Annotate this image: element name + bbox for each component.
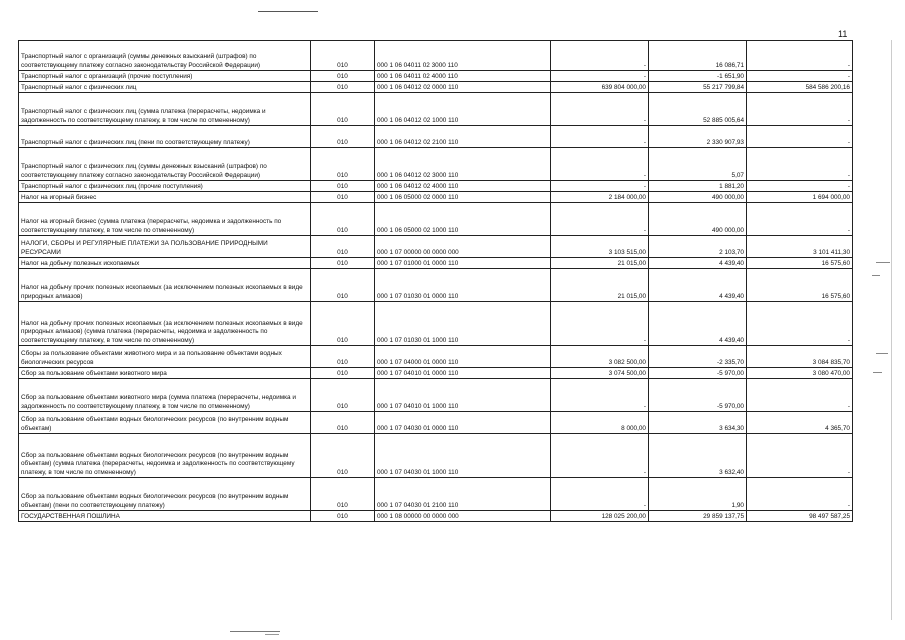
table-row (19, 148, 853, 181)
row-approved-cell: 8 000,00 (551, 412, 649, 434)
row-executed-cell: 2 330 907,93 (649, 126, 747, 148)
row-kbk-cell: 000 1 06 04012 02 2100 110 (375, 126, 551, 148)
row-unexecuted-cell: 3 080 470,00 (747, 368, 853, 379)
row-line-code-cell: 010 (311, 379, 375, 412)
row-name-cell: ГОСУДАРСТВЕННАЯ ПОШЛИНА (19, 511, 311, 522)
row-line-code-cell: 010 (311, 181, 375, 192)
scan-mark (876, 353, 888, 354)
row-name-cell: Транспортный налог с физических лиц (19, 82, 311, 93)
row-executed-cell: 55 217 799,84 (649, 82, 747, 93)
row-kbk-cell: 000 1 07 00000 00 0000 000 (375, 236, 551, 258)
row-kbk-cell: 000 1 06 04011 02 3000 110 (375, 41, 551, 71)
row-executed-cell: 5,07 (649, 148, 747, 181)
row-line-code-cell: 010 (311, 126, 375, 148)
row-unexecuted-cell: 16 575,60 (747, 258, 853, 269)
row-approved-cell: - (551, 93, 649, 126)
row-line-code-cell: 010 (311, 203, 375, 236)
row-approved-cell: - (551, 434, 649, 478)
row-kbk-cell: 000 1 06 04012 02 1000 110 (375, 93, 551, 126)
row-name-cell: Налог на добычу полезных ископаемых (19, 258, 311, 269)
row-line-code-cell: 010 (311, 71, 375, 82)
row-executed-cell: 16 086,71 (649, 41, 747, 71)
row-name-cell: Сбор за пользование объектами животного мира (сумма платежа (перерасчеты, недоимка и задолженность по соответствующему платежу, в том числе по отмененному) (19, 379, 311, 412)
row-approved-cell: 639 804 000,00 (551, 82, 649, 93)
row-line-code-cell: 010 (311, 148, 375, 181)
table-row (19, 203, 853, 236)
row-line-code-cell: 010 (311, 236, 375, 258)
table-row (19, 181, 853, 192)
row-kbk-cell: 000 1 06 04012 02 4000 110 (375, 181, 551, 192)
row-kbk-cell: 000 1 07 01030 01 0000 110 (375, 269, 551, 302)
row-name-cell: Сбор за пользование объектами водных биологических ресурсов (по внутренним водным объектам) (19, 412, 311, 434)
row-kbk-cell: 000 1 07 04030 01 2100 110 (375, 478, 551, 511)
table-row (19, 412, 853, 434)
row-approved-cell: - (551, 478, 649, 511)
row-approved-cell: - (551, 203, 649, 236)
row-kbk-cell: 000 1 06 04011 02 4000 110 (375, 71, 551, 82)
row-approved-cell: - (551, 126, 649, 148)
row-kbk-cell: 000 1 07 04000 01 0000 110 (375, 346, 551, 368)
table-row (19, 236, 853, 258)
table-row (19, 302, 853, 346)
row-executed-cell: 2 103,70 (649, 236, 747, 258)
scan-mark-top (258, 11, 318, 12)
table-row (19, 126, 853, 148)
row-unexecuted-cell: - (747, 148, 853, 181)
row-unexecuted-cell: 3 084 835,70 (747, 346, 853, 368)
page-number: 11 (838, 29, 848, 39)
row-name-cell: Сборы за пользование объектами животного мира и за пользование объектами водных биологических ресурсов (19, 346, 311, 368)
table-row (19, 511, 853, 522)
row-line-code-cell: 010 (311, 302, 375, 346)
row-kbk-cell: 000 1 07 04030 01 1000 110 (375, 434, 551, 478)
row-kbk-cell: 000 1 07 01000 01 0000 110 (375, 258, 551, 269)
row-line-code-cell: 010 (311, 258, 375, 269)
row-name-cell: Налог на игорный бизнес (сумма платежа (перерасчеты, недоимка и задолженность по соответствующему платежу, в том числе по отмененному) (19, 203, 311, 236)
row-unexecuted-cell: - (747, 203, 853, 236)
row-line-code-cell: 010 (311, 346, 375, 368)
row-kbk-cell: 000 1 06 05000 02 0000 110 (375, 192, 551, 203)
row-name-cell: НАЛОГИ, СБОРЫ И РЕГУЛЯРНЫЕ ПЛАТЕЖИ ЗА ПОЛЬЗОВАНИЕ ПРИРОДНЫМИ РЕСУРСАМИ (19, 236, 311, 258)
row-unexecuted-cell: - (747, 126, 853, 148)
row-approved-cell: 21 015,00 (551, 258, 649, 269)
row-executed-cell: 52 885 005,64 (649, 93, 747, 126)
row-name-cell: Транспортный налог с организаций (прочие поступления) (19, 71, 311, 82)
row-approved-cell: 3 082 500,00 (551, 346, 649, 368)
row-unexecuted-cell: 3 101 411,30 (747, 236, 853, 258)
row-unexecuted-cell: - (747, 302, 853, 346)
row-name-cell: Налог на добычу прочих полезных ископаемых (за исключением полезных ископаемых в виде природных алмазов) (19, 269, 311, 302)
row-name-cell: Сбор за пользование объектами водных биологических ресурсов (по внутренним водным объектам) (сумма платежа (перерасчеты, недоимка и задолженность по соответствующему платежу, в том числе по отмененному) (19, 434, 311, 478)
row-executed-cell: 490 000,00 (649, 192, 747, 203)
row-executed-cell: 29 859 137,75 (649, 511, 747, 522)
row-unexecuted-cell: - (747, 71, 853, 82)
table-row (19, 258, 853, 269)
row-approved-cell: - (551, 71, 649, 82)
scan-mark-bottom (265, 634, 279, 635)
scan-edge-line (891, 40, 892, 620)
budget-revenue-table (18, 40, 853, 522)
table-row (19, 346, 853, 368)
table-row (19, 192, 853, 203)
row-approved-cell: 21 015,00 (551, 269, 649, 302)
table-row (19, 478, 853, 511)
row-executed-cell: 3 634,30 (649, 412, 747, 434)
row-line-code-cell: 010 (311, 41, 375, 71)
row-approved-cell: - (551, 181, 649, 192)
row-unexecuted-cell: 16 575,60 (747, 269, 853, 302)
row-unexecuted-cell: - (747, 434, 853, 478)
scan-mark (873, 372, 882, 373)
table-row (19, 93, 853, 126)
table-row (19, 379, 853, 412)
table-body (19, 41, 853, 522)
row-kbk-cell: 000 1 06 04012 02 3000 110 (375, 148, 551, 181)
row-name-cell: Транспортный налог с физических лиц (пени по соответствующему платежу) (19, 126, 311, 148)
row-executed-cell: 1,90 (649, 478, 747, 511)
row-unexecuted-cell: - (747, 93, 853, 126)
row-name-cell: Налог на добычу прочих полезных ископаемых (за исключением полезных ископаемых в виде природных алмазов) (сумма платежа (перерасчеты, недоимка и задолженность по соответствующему платежу, в том числе по отмененному) (19, 302, 311, 346)
row-kbk-cell: 000 1 06 05000 02 1000 110 (375, 203, 551, 236)
table-row (19, 269, 853, 302)
row-line-code-cell: 010 (311, 93, 375, 126)
row-approved-cell: - (551, 379, 649, 412)
row-executed-cell: -5 970,00 (649, 379, 747, 412)
row-approved-cell: - (551, 148, 649, 181)
row-kbk-cell: 000 1 07 04010 01 0000 110 (375, 368, 551, 379)
row-name-cell: Сбор за пользование объектами животного мира (19, 368, 311, 379)
row-unexecuted-cell: 584 586 200,16 (747, 82, 853, 93)
row-executed-cell: -2 335,70 (649, 346, 747, 368)
row-line-code-cell: 010 (311, 192, 375, 203)
row-kbk-cell: 000 1 06 04012 02 0000 110 (375, 82, 551, 93)
row-unexecuted-cell: 1 694 000,00 (747, 192, 853, 203)
row-executed-cell: -1 651,90 (649, 71, 747, 82)
row-approved-cell: 128 025 200,00 (551, 511, 649, 522)
scan-mark (876, 262, 890, 263)
table-row (19, 71, 853, 82)
table-row (19, 41, 853, 71)
row-kbk-cell: 000 1 07 01030 01 1000 110 (375, 302, 551, 346)
row-kbk-cell: 000 1 07 04010 01 1000 110 (375, 379, 551, 412)
row-line-code-cell: 010 (311, 269, 375, 302)
row-line-code-cell: 010 (311, 434, 375, 478)
row-approved-cell: 3 074 500,00 (551, 368, 649, 379)
table-row (19, 434, 853, 478)
scan-mark (872, 275, 880, 276)
row-unexecuted-cell: - (747, 379, 853, 412)
row-line-code-cell: 010 (311, 511, 375, 522)
row-kbk-cell: 000 1 08 00000 00 0000 000 (375, 511, 551, 522)
table-row (19, 368, 853, 379)
row-name-cell: Налог на игорный бизнес (19, 192, 311, 203)
scan-mark-bottom (230, 631, 280, 632)
row-unexecuted-cell: 4 365,70 (747, 412, 853, 434)
row-approved-cell: - (551, 302, 649, 346)
row-name-cell: Транспортный налог с физических лиц (суммы денежных взысканий (штрафов) по соответствующему платежу согласно законодательству Российской Федерации) (19, 148, 311, 181)
row-executed-cell: 4 439,40 (649, 258, 747, 269)
row-line-code-cell: 010 (311, 368, 375, 379)
row-line-code-cell: 010 (311, 412, 375, 434)
row-executed-cell: 3 632,40 (649, 434, 747, 478)
row-unexecuted-cell: - (747, 41, 853, 71)
table-row (19, 82, 853, 93)
row-approved-cell: 3 103 515,00 (551, 236, 649, 258)
row-unexecuted-cell: - (747, 478, 853, 511)
row-kbk-cell: 000 1 07 04030 01 0000 110 (375, 412, 551, 434)
row-name-cell: Транспортный налог с физических лиц (прочие поступления) (19, 181, 311, 192)
row-unexecuted-cell: - (747, 181, 853, 192)
row-executed-cell: 4 439,40 (649, 302, 747, 346)
row-line-code-cell: 010 (311, 478, 375, 511)
row-unexecuted-cell: 98 497 587,25 (747, 511, 853, 522)
row-name-cell: Транспортный налог с физических лиц (сумма платежа (перерасчеты, недоимка и задолженность по соответствующему платежу, в том числе по отмененному) (19, 93, 311, 126)
row-line-code-cell: 010 (311, 82, 375, 93)
row-approved-cell: 2 184 000,00 (551, 192, 649, 203)
row-executed-cell: 1 881,20 (649, 181, 747, 192)
row-executed-cell: -5 970,00 (649, 368, 747, 379)
row-name-cell: Сбор за пользование объектами водных биологических ресурсов (по внутренним водным объектам) (пени по соответствующему платежу) (19, 478, 311, 511)
row-executed-cell: 4 439,40 (649, 269, 747, 302)
row-approved-cell: - (551, 41, 649, 71)
row-name-cell: Транспортный налог с организаций (суммы денежных взысканий (штрафов) по соответствующему платежу согласно законодательству Российской Федерации) (19, 41, 311, 71)
row-executed-cell: 490 000,00 (649, 203, 747, 236)
